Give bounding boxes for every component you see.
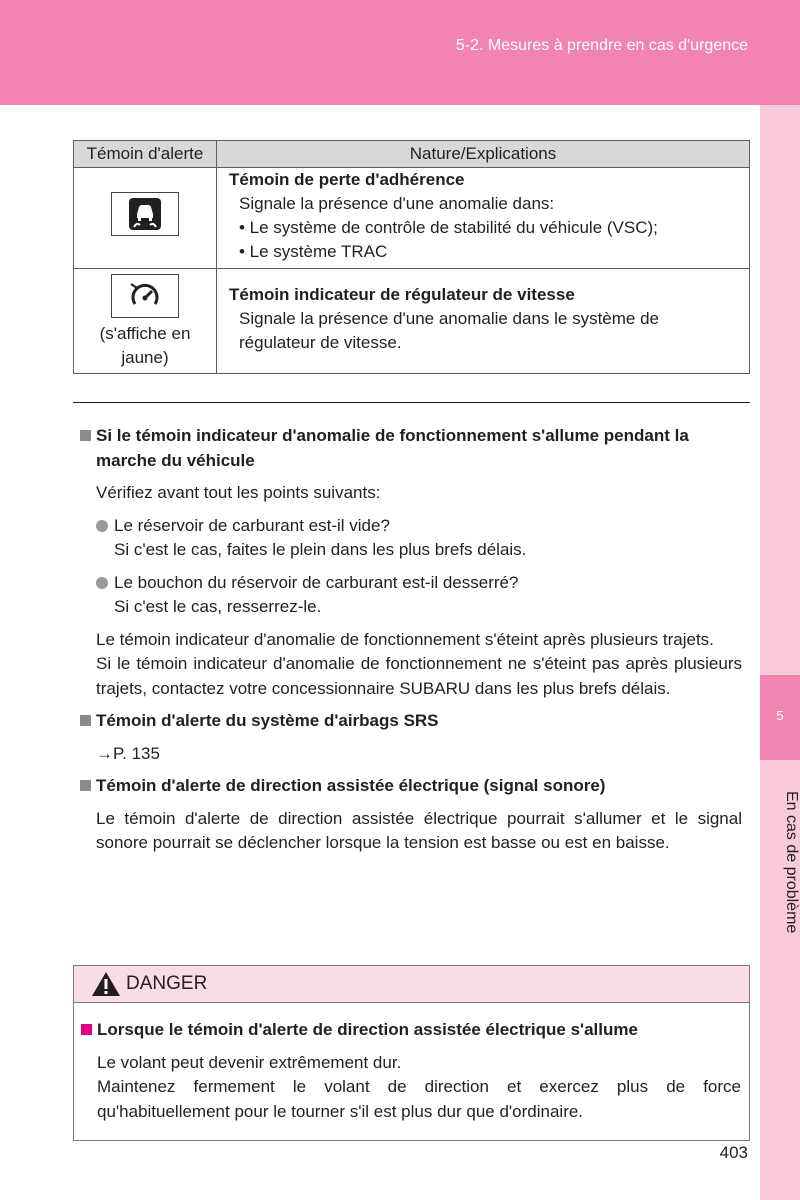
table-row (74, 168, 750, 269)
bullet-answer: Si c'est le cas, faites le plein dans les plus brefs délais. (114, 540, 527, 559)
malfunction-para2: Si le témoin indicateur d'anomalie de fonctionnement ne s'éteint pas après plusieurs trajets, contactez votre concessionnaire SUBARU dans les plus brefs délais. (96, 654, 742, 698)
bullet-question: Le réservoir de carburant est-il vide? (114, 515, 390, 535)
slip-indicator-icon (111, 192, 179, 236)
table-header-row (74, 141, 750, 168)
cruise-control-warning-icon (111, 274, 179, 318)
row-line: • Le système de contrôle de stabilité du véhicule (VSC); (239, 218, 658, 237)
danger-line2: Maintenez fermement le volant de direction et exercez plus de force qu'habituellement pour le tourner s'il est plus dur que d'ordinaire. (97, 1077, 741, 1121)
header-band (0, 0, 800, 105)
table-row (74, 269, 750, 374)
list-item (80, 571, 742, 620)
heading-text: Si le témoin indicateur d'anomalie de fonctionnement s'allume pendant la marche du véhicule (96, 426, 689, 470)
bullet-dot-icon (96, 520, 108, 532)
steering-text: Le témoin d'alerte de direction assistée électrique pourrait s'allumer et le signal sonore pourrait se déclencher lorsque la tension est basse ou est en baisse. (96, 808, 742, 852)
danger-heading (81, 1018, 741, 1043)
airbag-page-ref: →P. 135 (96, 743, 160, 763)
icon-cell (74, 269, 217, 374)
heading-text: Témoin d'alerte du système d'airbags SRS (96, 711, 439, 730)
chapter-tab (760, 675, 800, 760)
divider (73, 402, 750, 403)
gray-square-icon (80, 780, 91, 791)
warning-table (73, 140, 750, 374)
heading-text: Lorsque le témoin d'alerte de direction assistée électrique s'allume (97, 1020, 638, 1039)
bullet-question: Le bouchon du réservoir de carburant est-il desserré? (114, 572, 519, 592)
malfunction-intro: Vérifiez avant tout les points suivants: (96, 483, 381, 502)
danger-box (73, 965, 750, 1141)
chapter-label-text: En cas de problème (783, 790, 800, 934)
danger-body (81, 1018, 741, 1124)
page-number: 403 (719, 1143, 748, 1162)
icon-note: (s'affiche en jaune) (99, 324, 191, 367)
danger-header (74, 966, 749, 1003)
row-title: Témoin de perte d'adhérence (229, 170, 465, 189)
row-line: • Le système TRAC (239, 242, 388, 261)
heading-text: Témoin d'alerte de direction assistée électrique (signal sonore) (96, 776, 606, 795)
danger-label: DANGER (126, 973, 208, 994)
col-header-explanation: Nature/Explications (217, 141, 750, 168)
main-text (80, 424, 742, 856)
chapter-number: 5 (776, 708, 784, 723)
gray-square-icon (80, 430, 91, 441)
side-strip (760, 105, 800, 1200)
airbag-heading (80, 709, 742, 734)
chapter-label (760, 772, 800, 952)
danger-line1: Le volant peut devenir extrêmement dur. (97, 1052, 402, 1072)
gray-square-icon (80, 715, 91, 726)
steering-heading (80, 774, 742, 799)
icon-cell (74, 168, 217, 269)
row-title: Témoin indicateur de régulateur de vitesse (229, 285, 575, 304)
explanation-cell (217, 168, 750, 269)
bullet-dot-icon (96, 577, 108, 589)
pink-square-icon (81, 1024, 92, 1035)
bullet-answer: Si c'est le cas, resserrez-le. (114, 597, 322, 616)
row-line: Signale la présence d'une anomalie dans le système de régulateur de vitesse. (239, 309, 660, 352)
warning-triangle-icon (91, 971, 121, 997)
list-item (80, 514, 742, 563)
col-header-icon: Témoin d'alerte (74, 141, 217, 168)
malfunction-heading (80, 424, 742, 473)
section-title: 5-2. Mesures à prendre en cas d'urgence (455, 37, 748, 54)
row-line: Signale la présence d'une anomalie dans: (239, 194, 555, 213)
malfunction-para1: Le témoin indicateur d'anomalie de fonctionnement s'éteint après plusieurs trajets. (96, 629, 714, 649)
explanation-cell (217, 269, 750, 374)
